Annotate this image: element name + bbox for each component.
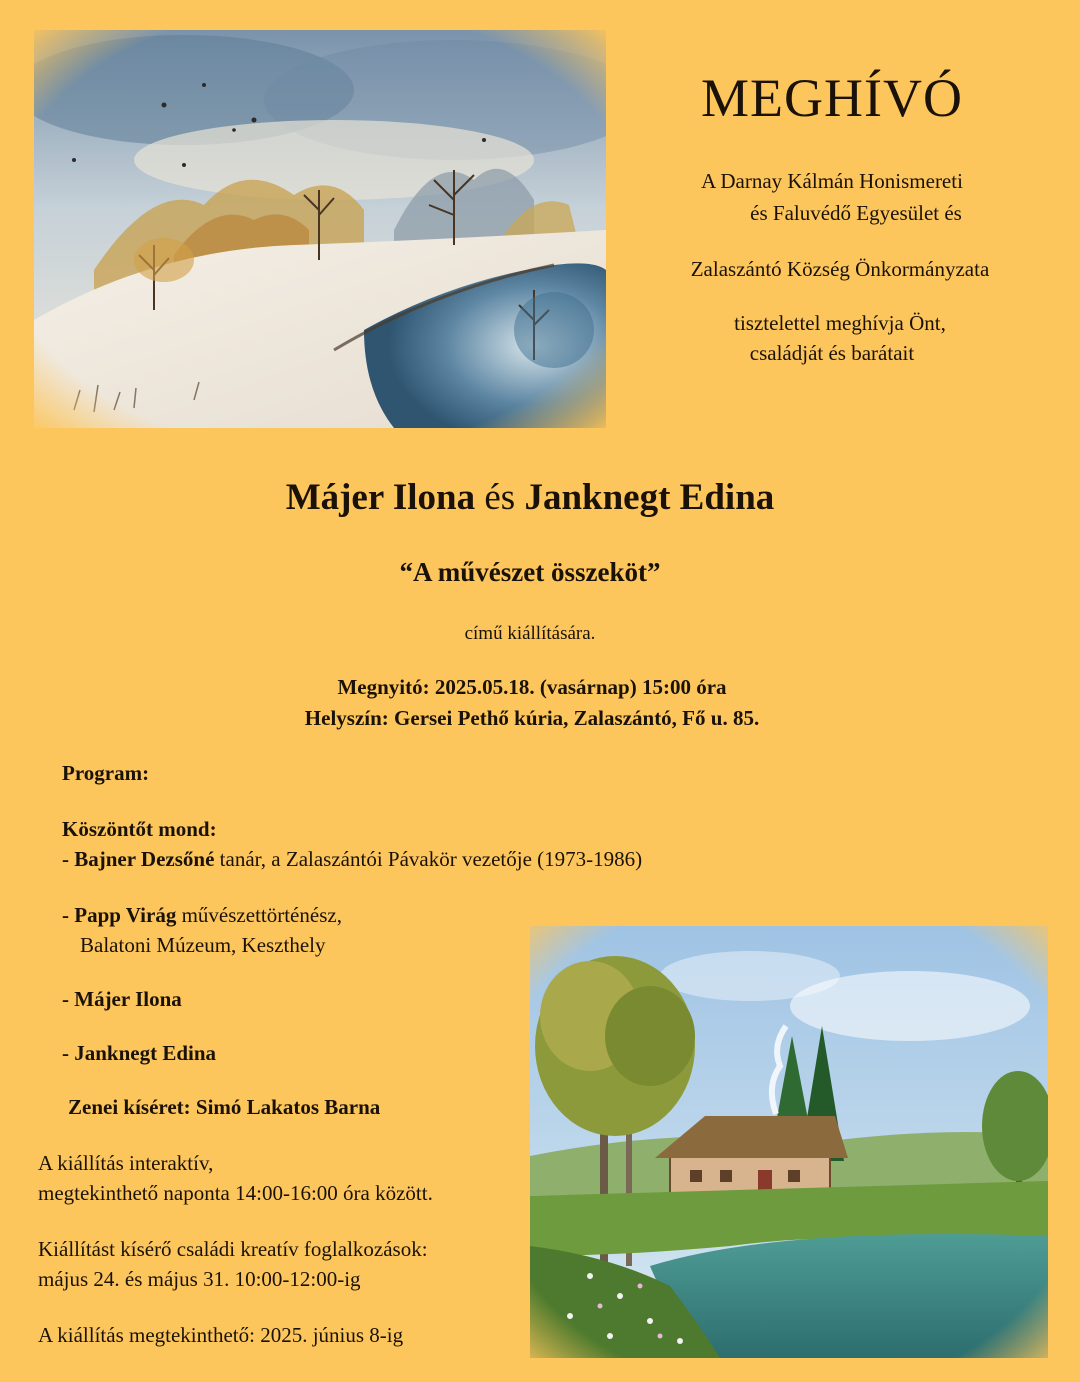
speaker-item: - Janknegt Edina: [62, 1041, 217, 1065]
info-line: május 24. és május 31. 10:00-12:00-ig: [38, 1267, 361, 1291]
opening-date: Megnyitó: 2025.05.18. (vasárnap) 15:00 óra: [337, 675, 727, 699]
invitation-line: családját és barátait: [749, 341, 915, 365]
invitation-line: tisztelettel meghívja Önt,: [734, 311, 946, 335]
winter-landscape-painting: [34, 30, 606, 428]
info-line: A kiállítás interaktív,: [38, 1151, 214, 1175]
cottage-landscape-painting: [530, 926, 1048, 1358]
conjunction: és: [484, 477, 516, 518]
artists-heading: [0, 474, 1060, 522]
organizer-line: és Faluvédő Egyesület és: [750, 201, 962, 225]
music-credit: Zenei kíséret: Simó Lakatos Barna: [68, 1095, 381, 1119]
speaker-affiliation: Balatoni Múzeum, Keszthely: [80, 933, 326, 957]
opening-venue: Helyszín: Gersei Pethő kúria, Zalaszántó, Fő u. 85.: [304, 706, 760, 730]
info-line: megtekinthető naponta 14:00-16:00 óra között.: [38, 1181, 433, 1205]
speaker-item: - Májer Ilona: [62, 987, 182, 1011]
info-line: Kiállítást kísérő családi kreatív foglalkozások:: [38, 1237, 428, 1261]
program-heading: Program:: [62, 761, 150, 785]
artist-name: Janknegt Edina: [524, 477, 775, 518]
page-title: MEGHÍVÓ: [701, 68, 963, 128]
speaker-item: - Bajner Dezsőné tanár, a Zalaszántói Pávakör vezetője (1973-1986): [62, 847, 643, 871]
exhibition-title: “A művészet összeköt”: [399, 557, 661, 587]
speaker-item: - Papp Virág művészettörténész,: [62, 903, 342, 927]
info-line: A kiállítás megtekinthető: 2025. június 8-ig: [38, 1323, 404, 1347]
artist-name: Májer Ilona: [285, 477, 476, 518]
exhibition-subtitle: című kiállítására.: [464, 623, 596, 644]
organizer-line: A Darnay Kálmán Honismereti: [701, 169, 963, 193]
organizer-line: Zalaszántó Község Önkormányzata: [690, 257, 990, 281]
greeting-heading: Köszöntőt mond:: [62, 817, 217, 841]
